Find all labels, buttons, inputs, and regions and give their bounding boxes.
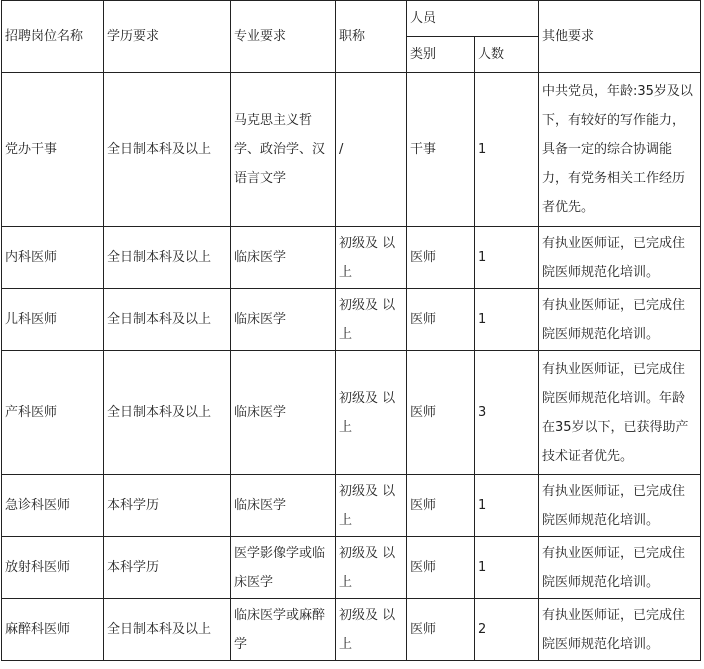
cell-major: 马克思主义哲学、政治学、汉语言文学 [231,73,336,227]
cell-title: 初级及 以上 [336,599,407,661]
cell-other: 有执业医师证，已完成住院医师规范化培训。 [539,227,701,289]
cell-major: 临床医学 [231,351,336,475]
cell-position: 儿科医师 [2,289,104,351]
cell-position: 放射科医师 [2,537,104,599]
cell-education: 全日制本科及以上 [104,351,231,475]
cell-count: 3 [475,351,539,475]
cell-major: 临床医学 [231,227,336,289]
recruitment-table [1,0,701,661]
header-title: 职称 [336,1,407,73]
table-row [2,475,701,537]
cell-education: 全日制本科及以上 [104,599,231,661]
cell-title: 初级及 以上 [336,537,407,599]
cell-other: 有执业医师证，已完成住院医师规范化培训。 [539,289,701,351]
cell-title: 初级及 以上 [336,227,407,289]
cell-category: 医师 [407,227,475,289]
cell-other: 有执业医师证，已完成住院医师规范化培训。 [539,599,701,661]
cell-other: 有执业医师证，已完成住院医师规范化培训。 [539,475,701,537]
cell-category: 医师 [407,475,475,537]
table-row [2,73,701,227]
header-row [2,1,701,37]
cell-other: 有执业医师证，已完成住院医师规范化培训。年龄在35岁以下，已获得助产技术证者优先。 [539,351,701,475]
table-row [2,537,701,599]
cell-position: 党办干事 [2,73,104,227]
header-major: 专业要求 [231,1,336,73]
cell-category: 医师 [407,537,475,599]
cell-education: 本科学历 [104,475,231,537]
cell-title: 初级及 以上 [336,351,407,475]
cell-category: 医师 [407,599,475,661]
table-row [2,289,701,351]
header-education: 学历要求 [104,1,231,73]
cell-position: 产科医师 [2,351,104,475]
header-staff-category: 类别 [407,37,475,73]
cell-education: 全日制本科及以上 [104,227,231,289]
cell-count: 1 [475,289,539,351]
cell-count: 1 [475,73,539,227]
cell-title: 初级及 以上 [336,289,407,351]
cell-category: 医师 [407,351,475,475]
table-row [2,227,701,289]
header-other: 其他要求 [539,1,701,73]
cell-category: 干事 [407,73,475,227]
cell-major: 临床医学 [231,289,336,351]
cell-education: 全日制本科及以上 [104,289,231,351]
cell-title: / [336,73,407,227]
cell-other: 中共党员，年龄:35岁及以下，有较好的写作能力，具备一定的综合协调能力，有党务相关工作经历者优先。 [539,73,701,227]
cell-position: 内科医师 [2,227,104,289]
cell-category: 医师 [407,289,475,351]
cell-position: 急诊科医师 [2,475,104,537]
cell-count: 1 [475,537,539,599]
cell-major: 临床医学 [231,475,336,537]
header-staff: 人员 [407,1,539,37]
header-staff-count: 人数 [475,37,539,73]
cell-title: 初级及 以上 [336,475,407,537]
cell-count: 1 [475,227,539,289]
cell-count: 2 [475,599,539,661]
cell-major: 医学影像学或临床医学 [231,537,336,599]
cell-major: 临床医学或麻醉学 [231,599,336,661]
cell-education: 全日制本科及以上 [104,73,231,227]
cell-position: 麻醉科医师 [2,599,104,661]
header-position: 招聘岗位名称 [2,1,104,73]
table-row [2,599,701,661]
table-row [2,351,701,475]
cell-count: 1 [475,475,539,537]
cell-education: 本科学历 [104,537,231,599]
cell-other: 有执业医师证，已完成住院医师规范化培训。 [539,537,701,599]
